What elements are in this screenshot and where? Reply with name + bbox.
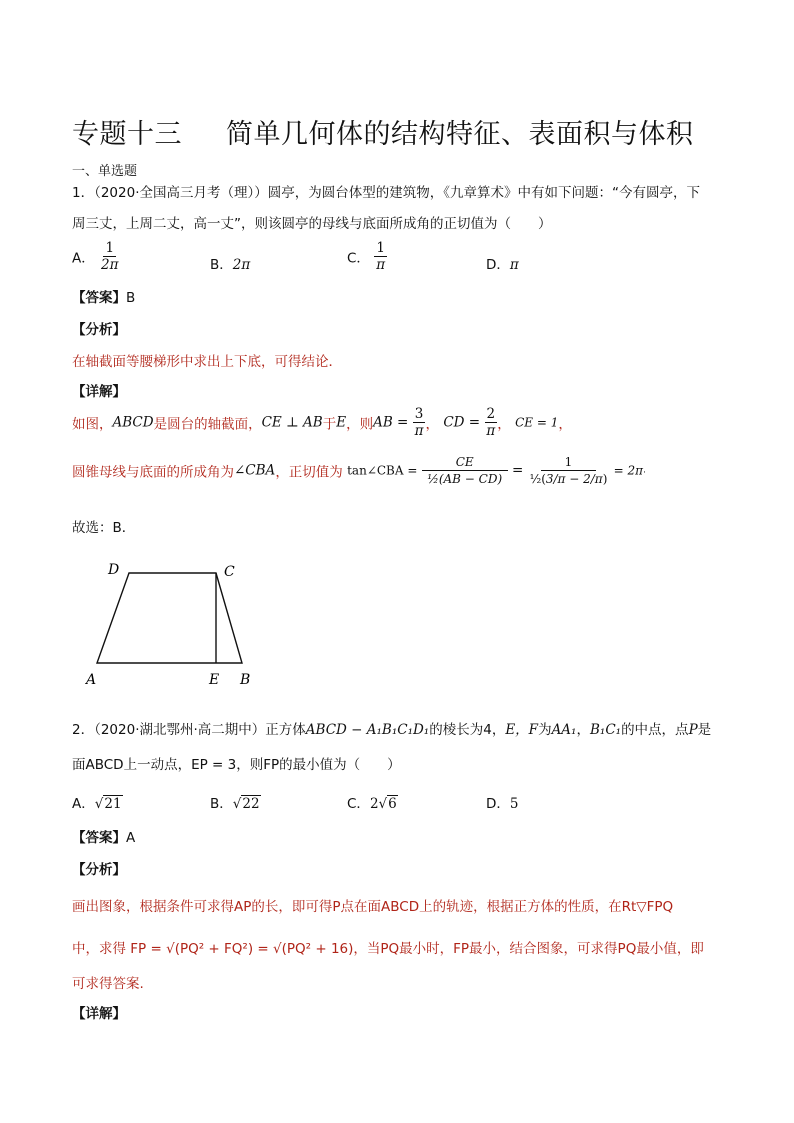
radicand: 6	[388, 796, 397, 812]
q1-option-a	[72, 240, 121, 273]
math-abcd: ABCD	[112, 414, 154, 431]
den-part: ½(	[529, 472, 546, 486]
frac-tan-2	[528, 454, 610, 487]
option-d-value: π	[509, 257, 519, 273]
option-c-fraction	[374, 240, 387, 273]
option-label: C．	[347, 250, 370, 267]
frac-denominator: π	[376, 257, 386, 273]
math-result: = 2π	[613, 463, 644, 478]
q2-stem-line1	[72, 720, 711, 740]
text: 圆锥母线与底面的所成角为	[72, 464, 234, 481]
frac-denominator: ½(AB − CD)	[427, 472, 503, 486]
text: 2．（2020·湖北鄂州·高二期中）正方体	[72, 722, 306, 738]
q1-stem-line1: 1．（2020·全国高三月考（理））圆亭，为圆台体型的建筑物，《九章算术》中有如下问题：“今有圆亭，下	[72, 185, 700, 201]
math-dot: .	[643, 465, 646, 476]
frac-numerator: 3	[414, 406, 424, 422]
den-part: 3/π − 2/π	[545, 472, 603, 486]
math-ef: E，F	[505, 722, 539, 738]
math-ab: AB =	[373, 414, 409, 431]
section-heading: 一、单选题	[72, 164, 138, 179]
option-label: B．	[210, 796, 233, 812]
math-cd: CD =	[443, 414, 481, 431]
den-part: )	[602, 472, 608, 486]
answer-value: B	[126, 290, 136, 306]
text: ，	[497, 416, 511, 433]
q1-option-b	[210, 253, 250, 273]
frac-numerator: 1	[541, 454, 597, 471]
q2-option-c	[347, 792, 398, 812]
math-b1c1: B₁C₁	[589, 722, 622, 738]
option-b-value: 2π	[232, 257, 251, 273]
radicand: 21	[104, 796, 122, 812]
q2-option-b	[210, 792, 261, 812]
option-label: C．	[347, 796, 370, 812]
page-title	[72, 112, 694, 151]
q2-detail-label: 【详解】	[72, 1006, 126, 1022]
coefficient: 2	[369, 796, 379, 812]
label-e: E	[209, 672, 220, 688]
math-eq: =	[511, 462, 524, 479]
q1-option-c	[347, 240, 387, 273]
q2-analysis-line3: 可求得答案.	[72, 976, 144, 992]
radicand: 22	[242, 796, 260, 812]
frac-numerator: 2	[486, 406, 496, 422]
label-d: D	[108, 562, 120, 578]
frac-denominator: π	[486, 423, 496, 439]
q2-analysis-line2: 中，求得 FP = √(PQ² + FQ²) = √(PQ² + 16)，当PQ最小时，FP最小，结合图象，可求得PQ最小值，即	[72, 941, 704, 957]
math-p: P	[688, 722, 698, 738]
q2-answer	[72, 828, 135, 848]
frac-cd	[484, 406, 497, 439]
text: 是	[697, 722, 712, 738]
q1-detail-line2	[72, 454, 646, 487]
q2-option-a	[72, 792, 123, 812]
frac-denominator	[528, 471, 610, 487]
text: 为	[538, 722, 552, 738]
text: ，则	[346, 416, 374, 433]
option-label: A．	[72, 250, 95, 267]
math-aa1: AA₁	[551, 722, 577, 738]
frac-denominator: 2π	[101, 257, 119, 273]
q2-option-d	[486, 792, 519, 812]
text: ，正切值为	[275, 464, 343, 481]
q1-detail-line1	[72, 406, 572, 439]
label-a: A	[86, 672, 97, 688]
answer-label: 【答案】	[72, 290, 126, 306]
label-c: C	[224, 564, 235, 580]
q1-answer	[72, 288, 135, 308]
option-label: B．	[210, 257, 233, 273]
q1-analysis-text: 在轴截面等腰梯形中求出上下底，可得结论．	[72, 354, 342, 370]
q1-conclusion: 故选：B．	[72, 520, 136, 536]
q1-analysis-label: 【分析】	[72, 322, 126, 338]
frac-numerator: 1	[105, 240, 115, 256]
text: 如图，	[72, 416, 113, 433]
title-subject: 简单几何体的结构特征、表面积与体积	[226, 119, 694, 150]
q1-stem-line2: 周三丈，上周二丈，高一丈”，则该圆亭的母线与底面所成角的正切值为（ ）	[72, 216, 552, 232]
text: 是圆台的轴截面，	[153, 416, 262, 433]
label-b: B	[240, 672, 251, 688]
math-ce-perp-ab: CE ⊥ AB	[261, 414, 323, 431]
option-b-sqrt: √22	[232, 796, 260, 812]
option-label: D．	[486, 257, 510, 273]
text: ，	[425, 416, 440, 433]
q2-analysis-line1: 画出图象，根据条件可求得AP的长，即可得P点在面ABCD上的轨迹，根据正方体的性质，在Rt▽FPQ	[72, 899, 674, 915]
q1-detail-label: 【详解】	[72, 384, 126, 400]
frac-numerator: CE	[422, 454, 508, 471]
option-a-fraction	[99, 240, 120, 273]
answer-label: 【答案】	[72, 830, 126, 846]
q2-stem-line2: 面ABCD上一动点，EP = 3，则FP的最小值为（ ）	[72, 757, 401, 773]
text: 的棱长为4，	[429, 722, 506, 738]
text: ，	[558, 416, 572, 433]
option-label: D．	[486, 796, 510, 812]
math-angle: ∠CBA	[234, 462, 276, 479]
math-tan: tan∠CBA =	[347, 463, 418, 478]
trapezoid-abcd	[97, 573, 242, 663]
math-e: E	[336, 414, 347, 431]
q1-option-d	[486, 253, 519, 273]
frac-ab	[413, 406, 426, 439]
option-c-sqrt: √6	[378, 796, 397, 812]
math-cube: ABCD − A₁B₁C₁D₁	[305, 722, 430, 738]
text: ，	[576, 722, 590, 738]
frac-denominator: π	[414, 423, 424, 439]
option-a-sqrt: √21	[94, 796, 122, 812]
title-topic: 专题十三	[72, 119, 182, 150]
option-d-value: 5	[509, 796, 519, 812]
frac-tan-1	[422, 454, 508, 487]
frac-numerator: 1	[376, 240, 385, 256]
math-ce: CE = 1	[515, 415, 559, 430]
q2-analysis-label: 【分析】	[72, 862, 126, 878]
text: 于	[322, 416, 337, 433]
answer-value: A	[126, 830, 136, 846]
trapezoid-figure	[80, 556, 270, 692]
option-label: A．	[72, 796, 95, 812]
text: 的中点，点	[621, 722, 689, 738]
